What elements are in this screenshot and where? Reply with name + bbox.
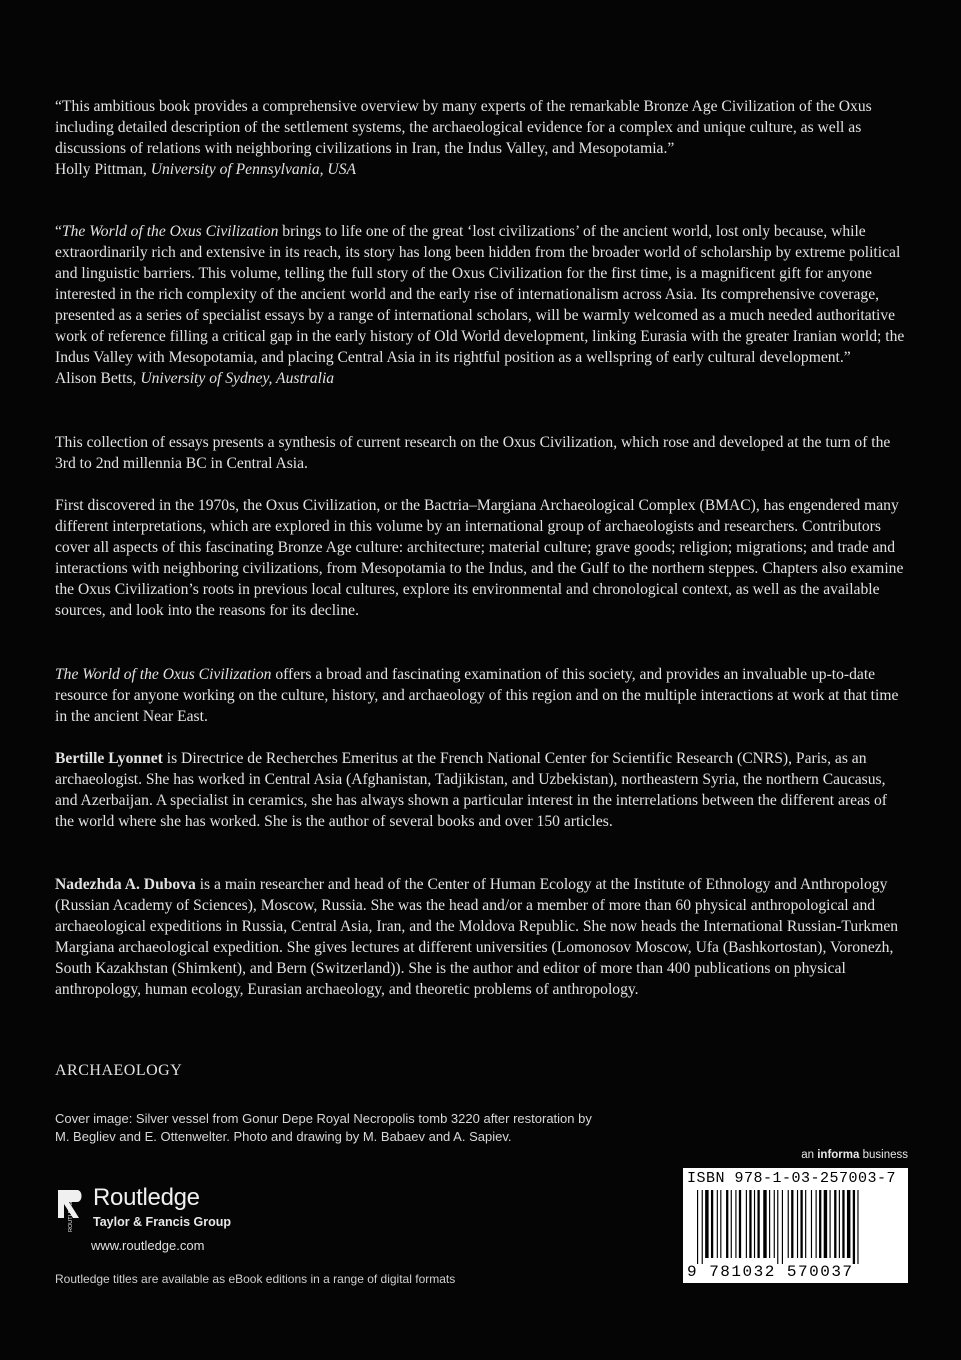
author-bio-dubova xyxy=(55,874,905,1000)
endorsement-pittman xyxy=(55,96,905,180)
author-bio-dubova-text xyxy=(55,874,905,1000)
barcode-bar xyxy=(720,1190,721,1258)
barcode-bar xyxy=(839,1190,840,1258)
barcode-bar xyxy=(853,1190,855,1264)
description-paragraph-2 xyxy=(55,495,905,621)
endorsement-pittman-author: Holly Pittman, xyxy=(55,161,147,178)
barcode-bar xyxy=(754,1190,755,1258)
barcode-bar xyxy=(746,1190,747,1258)
barcode-bar xyxy=(697,1190,698,1264)
book-title-italic: The World of the Oxus Civilization xyxy=(61,223,279,240)
subject-category: ARCHAEOLOGY xyxy=(55,1062,183,1079)
barcode-bar xyxy=(824,1190,827,1258)
barcode-bar xyxy=(735,1190,736,1258)
barcode-bar xyxy=(763,1190,766,1258)
barcode-bar xyxy=(805,1190,806,1258)
isbn-label: ISBN 978-1-03-257003-7 xyxy=(687,1170,897,1187)
cover-credit-line-2: M. Begliev and E. Ottenwelter. Photo and drawing by M. Babaev and A. Sapiev. xyxy=(55,1129,512,1144)
author-bio-body: is a main researcher and head of the Center of Human Ecology at the Institute of Ethnology and Anthropology (Russian Academy of Sciences), Moscow, Russia. She was the head and/or a member of more than 60 physical anthropological and archaeological expeditions in Russia, Central Asia, Iran, and the Moldova Republic. She now heads the International Russian-Turkmen Margiana archaeological expedition. She gives lectures at different universities (Lomonosov Moscow, Ufa (Bashkortostan), Voronezh, South Kazakhstan (Shimkent), and Bern (Switzerland)). She is the author and editor of more than 400 publications on physical anthropology, human ecology, Eurasian archaeology, and theoretic problems of anthropology. xyxy=(55,876,899,998)
barcode-bar xyxy=(739,1190,741,1258)
isbn-barcode xyxy=(683,1168,908,1283)
cover-credit-line-1: Cover image: Silver vessel from Gonur Depe Royal Necropolis tomb 3220 after restoration by xyxy=(55,1111,592,1126)
publisher-logo xyxy=(55,1184,275,1264)
barcode-bar xyxy=(834,1190,836,1258)
informa-suffix: business xyxy=(859,1149,908,1161)
open-quote: “ xyxy=(55,223,62,240)
author-name: Bertille Lyonnet xyxy=(55,750,163,767)
logo-wordmark: ROUTLEDGE xyxy=(68,1197,74,1232)
description-paragraph-3 xyxy=(55,664,905,727)
description-text-2: First discovered in the 1970s, the Oxus Civilization, or the Bactria–Margiana Archaeological Complex (BMAC), has engendered many different interpretations, which are explored in this volume by an international group of archaeologists and researchers. Contributors cover all aspects of this fascinating Bronze Age culture: architecture; material culture; grave goods; religion; migrations; and trade and interactions with neighboring civilizations, from Mesopotamia to the Indus, and the Gulf to the northern steppes. Chapters also examine the Oxus Civilization’s roots in previous local cultures, explore its environmental and chronological context, as well as the available sources, and look into the reasons for its decline. xyxy=(55,497,904,619)
barcode-bar xyxy=(816,1190,817,1258)
barcode-bar xyxy=(782,1190,783,1264)
publisher-name: Routledge xyxy=(93,1184,200,1211)
endorsement-betts-text xyxy=(55,221,905,368)
publisher-url[interactable]: www.routledge.com xyxy=(91,1238,205,1253)
barcode-bar xyxy=(705,1190,708,1258)
barcode-bar xyxy=(819,1190,821,1258)
description-text-1: This collection of essays presents a synthesis of current research on the Oxus Civilization, which rose and developed at the turn of the 3rd to 2nd millennia BC in Central Asia. xyxy=(55,434,891,472)
barcode-bar xyxy=(749,1190,751,1258)
barcode-bar xyxy=(717,1190,718,1258)
description-text-3 xyxy=(55,664,905,727)
author-name: Nadezhda A. Dubova xyxy=(55,876,196,893)
publisher-group: Taylor & Francis Group xyxy=(93,1215,231,1229)
barcode-bar xyxy=(769,1190,770,1258)
barcode-bar xyxy=(811,1190,812,1258)
barcode-bar xyxy=(847,1190,850,1258)
book-title-italic: The World of the Oxus Civilization xyxy=(55,666,272,683)
barcode-bar xyxy=(791,1190,793,1258)
author-bio-body: is Directrice de Recherches Emeritus at the French National Center for Scientific Research (CNRS), Paris, as an archaeologist. She has worked in Central Asia (Afghanistan, Tadjikistan, and Uzbekistan), northeastern Syria, the northern Caucasus, and Azerbaijan. A specialist in ceramics, she has always shown a particular interest in the interrelations between the different areas of the world where she has worked. She is the author of several books and over 150 articles. xyxy=(55,750,887,830)
endorsement-betts-attribution xyxy=(55,368,905,389)
informa-business-label xyxy=(801,1149,908,1161)
barcode-bar xyxy=(702,1190,703,1264)
barcode-bar xyxy=(857,1190,858,1264)
barcode-bar xyxy=(797,1190,798,1258)
barcode-bar xyxy=(726,1190,728,1258)
endorsement-betts xyxy=(55,221,905,389)
endorsement-pittman-affiliation: University of Pennsylvania, USA xyxy=(150,161,357,178)
informa-brand: informa xyxy=(817,1149,860,1161)
ebook-availability-note: Routledge titles are available as eBook editions in a range of digital formats xyxy=(55,1272,456,1286)
barcode-bar xyxy=(774,1190,775,1258)
author-bio-lyonnet xyxy=(55,748,905,832)
barcode-bar xyxy=(757,1190,759,1258)
endorsement-pittman-text: “This ambitious book provides a comprehensive overview by many experts of the remarkable Bronze Age Civilization of the Oxus including detailed description of the settlement systems, the archaeological evidence for a complex and unique culture, as well as discussions of relations with neighboring civilizations in Iran, the Indus Valley, and Mesopotamia.” xyxy=(55,98,872,157)
description-text-3-body: offers a broad and fascinating examination of this society, and provides an invaluable up-to-date resource for anyone working on the culture, history, and archaeology of this region and on the multiple interactions at work at that time in the ancient Near East. xyxy=(55,666,899,725)
endorsement-betts-affiliation: University of Sydney, Australia xyxy=(140,370,335,387)
cover-image-credit xyxy=(55,1110,655,1146)
isbn-digits: 9 781032 570037 xyxy=(687,1263,854,1281)
barcode-bar xyxy=(711,1190,713,1258)
routledge-logo-icon xyxy=(55,1188,85,1236)
barcode-bar xyxy=(842,1190,844,1258)
barcode-bar xyxy=(800,1190,802,1258)
barcode-bar xyxy=(830,1190,831,1258)
endorsement-pittman-attribution xyxy=(55,159,905,180)
barcode-bar xyxy=(731,1190,732,1258)
endorsement-betts-author: Alison Betts, xyxy=(55,370,137,387)
author-bio-lyonnet-text xyxy=(55,748,905,832)
barcode-bar xyxy=(777,1190,778,1264)
informa-prefix: an xyxy=(801,1149,818,1161)
barcode-bar xyxy=(788,1190,789,1258)
description-paragraph-1 xyxy=(55,432,905,474)
endorsement-betts-body: brings to life one of the great ‘lost civilizations’ of the ancient world, lost only because, while extraordinarily rich and extensive in its reach, its story has long been hidden from the broader world of scholarship by extreme political and linguistic barriers. This volume, telling the full story of the Oxus Civilization for the first time, is a magnificent gift for anyone interested in the rich complexity of the ancient world and the early rise of internationalism across Asia. Its comprehensive coverage, presented as a series of specialist essays by a range of international scholars, will be warmly welcomed as a much needed authoritative work of reference filling a critical gap in the early history of Old World development, linking Eurasia with the greater Iranian world; the Indus Valley with Mesopotamia, and placing Central Asia in its rightful position as a wellspring of early cultural development.” xyxy=(55,223,905,366)
